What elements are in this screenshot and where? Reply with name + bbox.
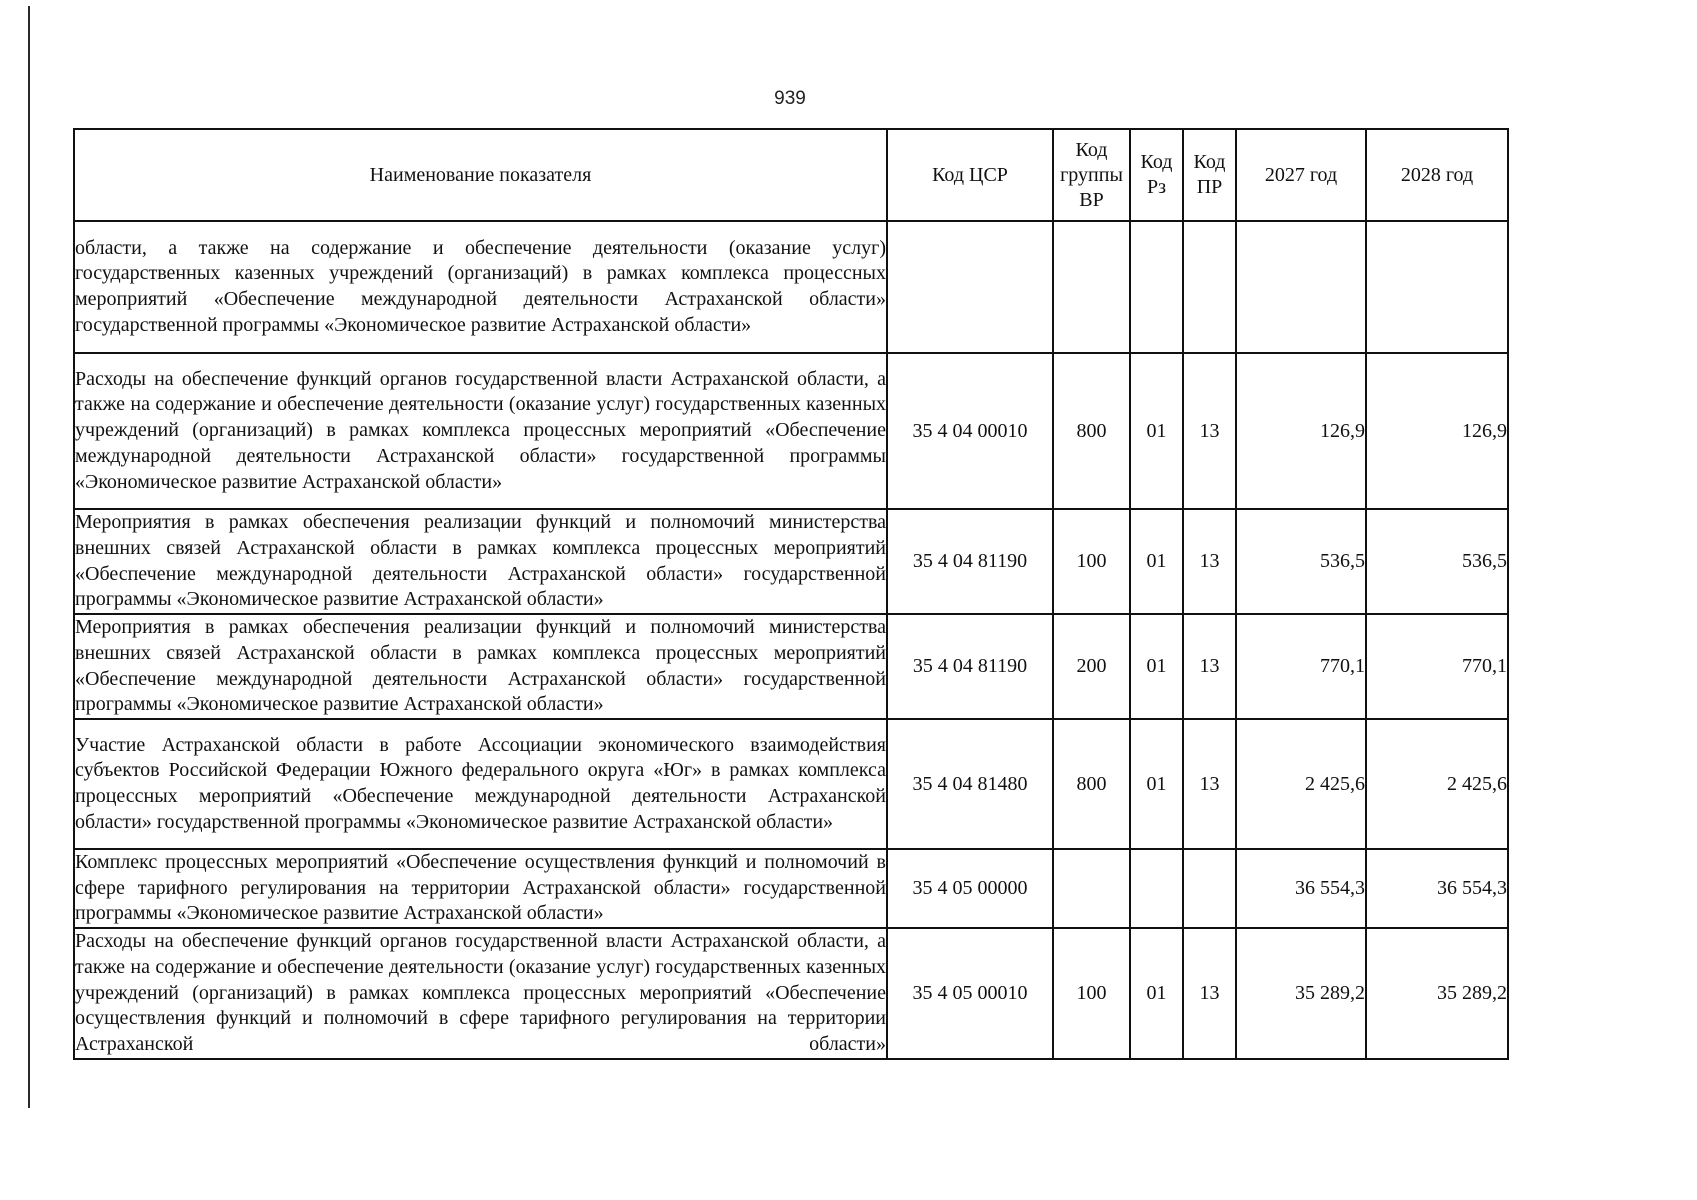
row-csr-code: 35 4 04 81190 [887,614,1053,719]
row-name: Мероприятия в рамках обеспечения реализации функций и полномочий министерства внешних связей Астраханской области в рамках комплекса процессных мероприятий «Обеспечение международной деятельности Астраханской области» государственной программы «Экономическое развитие Астраханской области» [74,509,887,614]
row-amount-2027: 126,9 [1236,353,1366,509]
header-vr-code: Код группы ВР [1053,129,1130,221]
header-rz-code: Код Рз [1130,129,1183,221]
row-amount-2028: 126,9 [1366,353,1508,509]
table-row [74,928,1508,1059]
table-row [74,353,1508,509]
row-amount-2028: 770,1 [1366,614,1508,719]
header-pr-code: Код ПР [1183,129,1236,221]
row-amount-2028 [1366,221,1508,353]
table-row [74,221,1508,353]
row-name: области, а также на содержание и обеспечение деятельности (оказание услуг) государственных казенных учреждений (организаций) в рамках комплекса процессных мероприятий «Обеспечение международной деятельности Астраханской области» государственной программы «Экономическое развитие Астраханской области» [74,221,887,353]
row-pr-code [1183,849,1236,928]
row-pr-code: 13 [1183,928,1236,1059]
table-row [74,849,1508,928]
row-vr-code: 100 [1053,509,1130,614]
budget-table [73,128,1509,1060]
header-year-2028: 2028 год [1366,129,1508,221]
row-vr-code: 200 [1053,614,1130,719]
row-rz-code: 01 [1130,928,1183,1059]
row-csr-code: 35 4 04 81480 [887,719,1053,849]
table-row [74,509,1508,614]
row-name: Мероприятия в рамках обеспечения реализации функций и полномочий министерства внешних связей Астраханской области в рамках комплекса процессных мероприятий «Обеспечение международной деятельности Астраханской области» государственной программы «Экономическое развитие Астраханской области» [74,614,887,719]
header-name: Наименование показателя [74,129,887,221]
row-name: Комплекс процессных мероприятий «Обеспечение осуществления функций и полномочий в сфере тарифного регулирования на территории Астраханской области» государственной программы «Экономическое развитие Астраханской области» [74,849,887,928]
row-amount-2027: 536,5 [1236,509,1366,614]
table-row [74,614,1508,719]
row-pr-code [1183,221,1236,353]
row-name: Расходы на обеспечение функций органов государственной власти Астраханской области, а также на содержание и обеспечение деятельности (оказание услуг) государственных казенных учреждений (организаций) в рамках комплекса процессных мероприятий «Обеспечение международной деятельности Астраханской области» государственной программы «Экономическое развитие Астраханской области» [74,353,887,509]
row-amount-2028: 36 554,3 [1366,849,1508,928]
header-csr-code: Код ЦСР [887,129,1053,221]
row-pr-code: 13 [1183,353,1236,509]
row-amount-2027 [1236,221,1366,353]
row-amount-2027: 770,1 [1236,614,1366,719]
row-vr-code [1053,221,1130,353]
row-vr-code: 100 [1053,928,1130,1059]
page-number: 939 [774,88,806,109]
row-rz-code [1130,221,1183,353]
row-csr-code: 35 4 05 00010 [887,928,1053,1059]
row-name: Расходы на обеспечение функций органов государственной власти Астраханской области, а также на содержание и обеспечение деятельности (оказание услуг) государственных казенных учреждений (организаций) в рамках комплекса процессных мероприятий «Обеспечение осуществления функций и полномочий в сфере тарифного регулирования на территории Астраханской области» [74,928,887,1059]
table-header [74,129,1508,221]
row-vr-code [1053,849,1130,928]
table-body [74,221,1508,1059]
row-rz-code: 01 [1130,509,1183,614]
row-rz-code [1130,849,1183,928]
row-rz-code: 01 [1130,614,1183,719]
header-year-2027: 2027 год [1236,129,1366,221]
row-amount-2028: 536,5 [1366,509,1508,614]
row-vr-code: 800 [1053,719,1130,849]
row-vr-code: 800 [1053,353,1130,509]
row-pr-code: 13 [1183,614,1236,719]
row-csr-code: 35 4 05 00000 [887,849,1053,928]
row-csr-code: 35 4 04 00010 [887,353,1053,509]
row-amount-2028: 35 289,2 [1366,928,1508,1059]
header-row [74,129,1508,221]
row-rz-code: 01 [1130,719,1183,849]
row-pr-code: 13 [1183,719,1236,849]
row-pr-code: 13 [1183,509,1236,614]
row-csr-code [887,221,1053,353]
row-amount-2027: 2 425,6 [1236,719,1366,849]
row-rz-code: 01 [1130,353,1183,509]
page-left-border-line [28,6,30,1108]
row-name: Участие Астраханской области в работе Ассоциации экономического взаимодействия субъектов Российской Федерации Южного федерального округа «Юг» в рамках комплекса процессных мероприятий «Обеспечение международной деятельности Астраханской области» государственной программы «Экономическое развитие Астраханской области» [74,719,887,849]
table-row [74,719,1508,849]
row-amount-2027: 35 289,2 [1236,928,1366,1059]
row-amount-2027: 36 554,3 [1236,849,1366,928]
row-csr-code: 35 4 04 81190 [887,509,1053,614]
row-amount-2028: 2 425,6 [1366,719,1508,849]
